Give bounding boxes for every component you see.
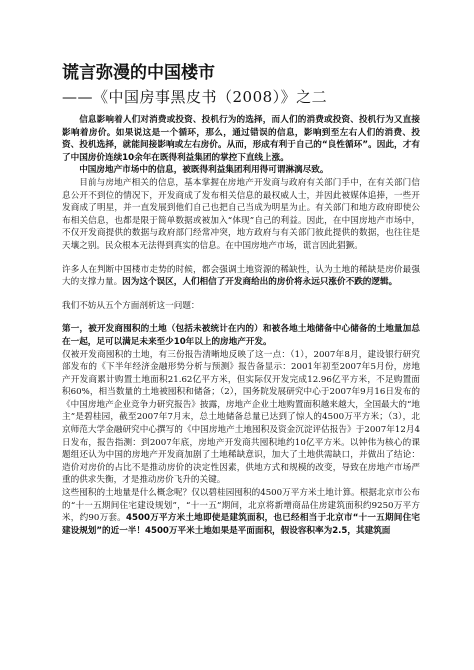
document-subtitle: ——《中国房事黑皮书（2008）》之二 <box>62 88 328 106</box>
intro-paragraph: 信息影响着人们对消费或投资、投机行为的选择，而人们的消费或投资、投机行为又直接影响着房价。如果说这是一个循环，那么，通过错误的信息，影响到至左右人们的消费、投资、投机选择，就能间接影响或左右房价。从而，形成有利于自己的“良性循环”。因此，才有了中国房价连续10余年在既得利益集团的掌控下直线上涨。 <box>62 115 420 163</box>
section-1-heading: 第一，被开发商囤积的土地（包括未被统计在内的）和被各地土地储备中心储备的土地量加总在一起，足可以满足未来至少10年以上的房地产开发。 <box>62 324 420 347</box>
paragraph-land-scarcity <box>62 264 420 289</box>
section-1-body-continued <box>62 487 420 537</box>
section-1-continued-bold-text: 4500万平方米土地即使是建筑面积，也已经相当于北京市“十一五期间住宅建设规划”的近一半！4500万平米土地如果是平面面积，假设容积率为2.5，其建筑面 <box>62 513 420 536</box>
document-title: 谎言弥漫的中国楼市 <box>62 63 215 83</box>
section-1-continued-text: 这些囤积的土地量是什么概念呢？仅以碧桂园囤积的4500万平方米土地计算。根据北京市公布的“十一五期间住宅建设规划”，“十一五”期间，北京将新增商品住房建筑面积约9250万平方米，约90万套。 <box>62 488 420 524</box>
land-scarcity-bold-text: 因为这个误区，人们相信了开发商给出的房价将永远只涨价不跌的逻辑。 <box>122 277 398 288</box>
key-statement: 中国房地产市场中的信息，被既得利益集团利用得可谓淋漓尽致。 <box>79 165 329 176</box>
land-scarcity-text: 许多人在判断中国楼市走势的时候，都会强调土地资源的稀缺性，认为土地的稀缺是房价最强大的支撑力量。 <box>62 264 420 288</box>
paragraph-information-sources: 目前与房地产相关的信息，基本掌握在房地产开发商与政府有关部门手中，在有关部门信息公开不到位的情况下，开发商成了发布相关信息的最权威人士，并因此被媒体追捧，一些开发商成了明星，并一直发展到他们自己也把自己当成为明星为止。有关部门和地方政府即使公布相关信息，也都是限于简单数据或被加入“体现”自己的利益。因此，在中国房地产市场中，不仅开发商提供的数据与政府部门经常冲突，地方政府与有关部门彼此提供的数据，也往往是天壤之别。民众根本无法得到真实的信息。在中国房地产市场，谎言因此猖獗。 <box>62 177 420 251</box>
paragraph-five-aspects: 我们不妨从五个方面剖析这一问题： <box>62 300 200 311</box>
section-1-body: 仅被开发商囤积的土地，有三份报告清晰地反映了这一点：（1），2007年8月，建设银行研究部发布的《下半年经济金融形势分析与预测》报告备显示：2001年初至2007年5月份，房地产开发商累计购置土地面积21.62亿平方米，但实际仅开发完成12.96亿平方米，不足购置面积60%，相当数量的土地被囤积和储备；（2），国务院发展研究中心于2007年9月16日发布的《中国房地产企业竞争力研究报告》披露，房地产企业土地购置面积越来越大，全国最大的“地主”是碧桂园，截至2007年7月末，总土地储备总量已达到了惊人的4500万平方米；（3），北京师范大学金融研究中心撰写的《中国房地产土地囤积及资金沉淀评估报告》于2007年12月4日发布，报告指测：到2007年底，房地产开发商共囤积地约10亿平方米。以钟伟为核心的课题组还认为中国的房地产开发商加剧了土地稀缺意识，加大了土地供需缺口，并做出了结论：造价对房价的占比不是推动房价的决定性因素，供地方式和规模的改变，导致在房地产市场严重的供求失衡，才是推动房价飞升的关键。 <box>62 349 420 486</box>
